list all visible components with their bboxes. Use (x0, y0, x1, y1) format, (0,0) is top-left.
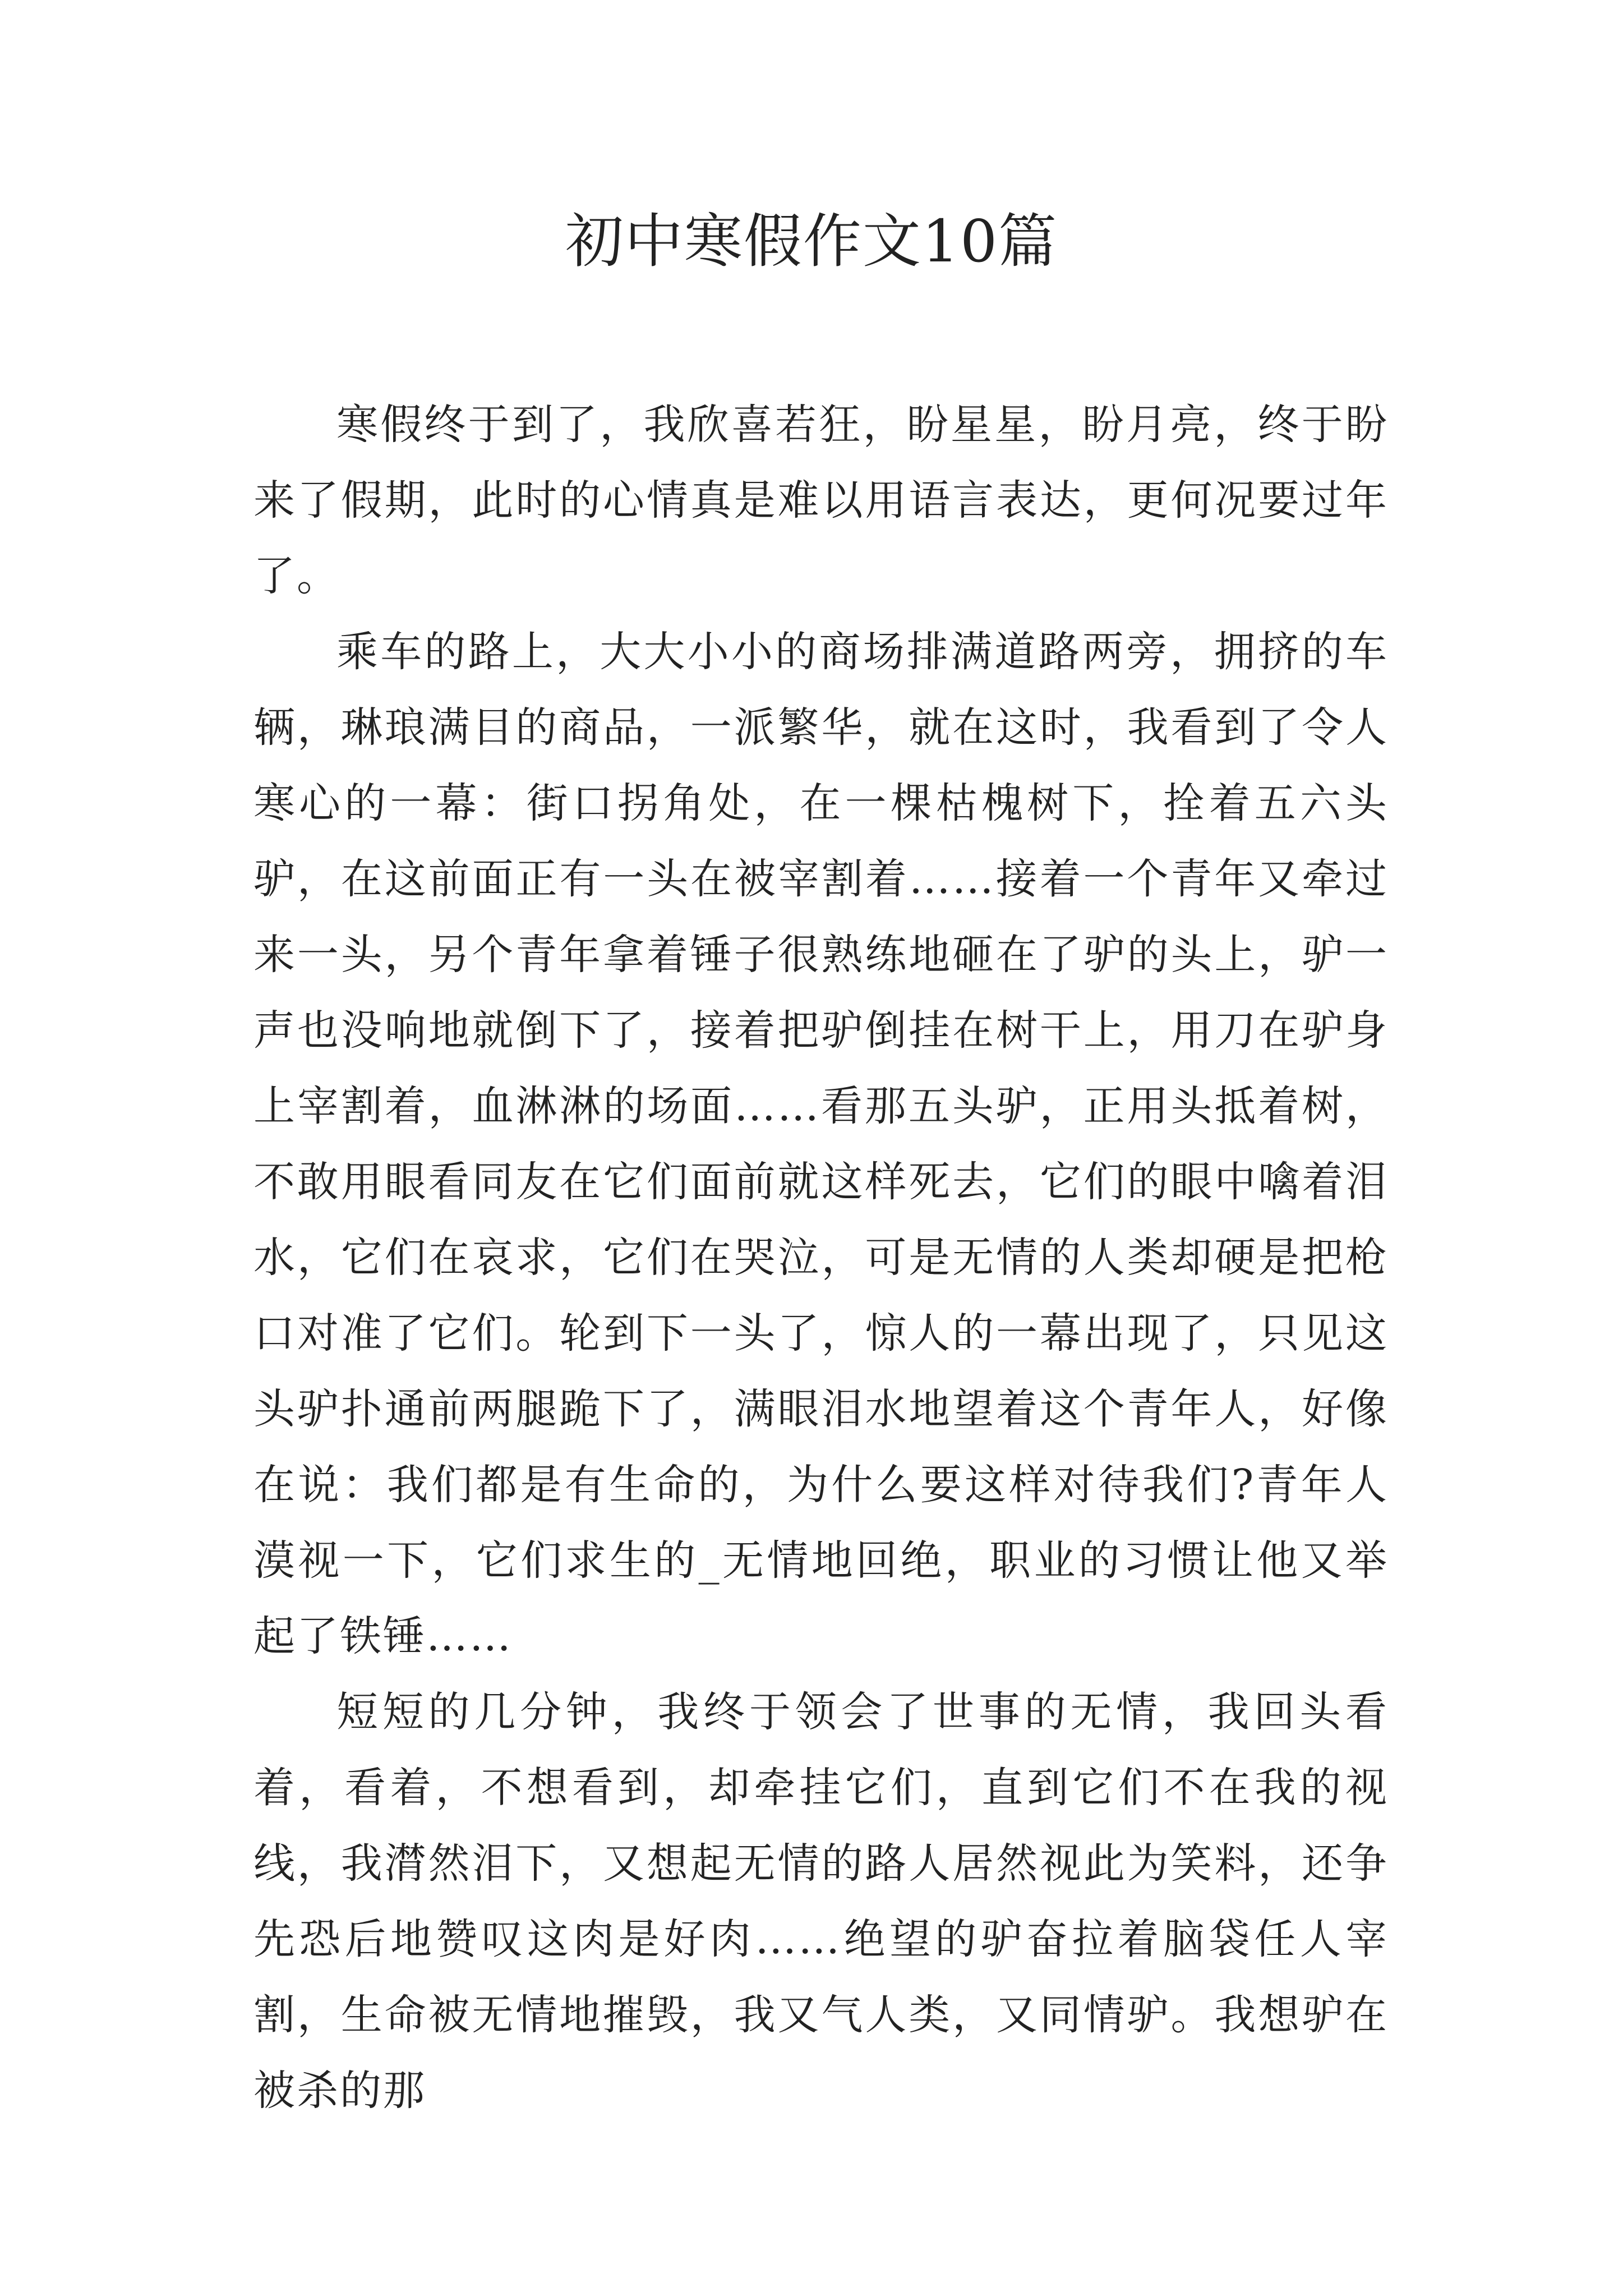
document-body (253, 387, 1389, 2129)
paragraph-2: 乘车的路上，大大小小的商场排满道路两旁，拥挤的车辆，琳琅满目的商品，一派繁华，就在这时，我看到了令人寒心的一幕：街口拐角处，在一棵枯槐树下，拴着五六头驴，在这前面正有一头在被宰割着……接着一个青年又牵过来一头，另个青年拿着锤子很熟练地砸在了驴的头上，驴一声也没响地就倒下了，接着把驴倒挂在树干上，用刀在驴身上宰割着，血淋淋的场面……看那五头驴，正用头抵着树，不敢用眼看同友在它们面前就这样死去，它们的眼中噙着泪水，它们在哀求，它们在哭泣，可是无情的人类却硬是把枪口对准了它们。轮到下一头了，惊人的一幕出现了，只见这头驴扑通前两腿跪下了，满眼泪水地望着这个青年人，好像在说：我们都是有生命的，为什么要这样对待我们?青年人漠视一下，它们求生的_无情地回绝，职业的习惯让他又举起了铁锤…… (253, 628, 1389, 1660)
document-title: 初中寒假作文10篇 (565, 207, 1058, 275)
paragraph-3: 短短的几分钟，我终于领会了世事的无情，我回头看着，看着，不想看到，却牵挂它们，直到它们不在我的视线，我潸然泪下，又想起无情的路人居然视此为笑料，还争先恐后地赞叹这肉是好肉……绝望的驴奋拉着脑袋任人宰割，生命被无情地摧毁，我又气人类，又同情驴。我想驴在被杀的那 (253, 1688, 1389, 2115)
paragraph-1: 寒假终于到了，我欣喜若狂，盼星星，盼月亮，终于盼来了假期，此时的心情真是难以用语言表达，更何况要过年了。 (253, 401, 1389, 600)
